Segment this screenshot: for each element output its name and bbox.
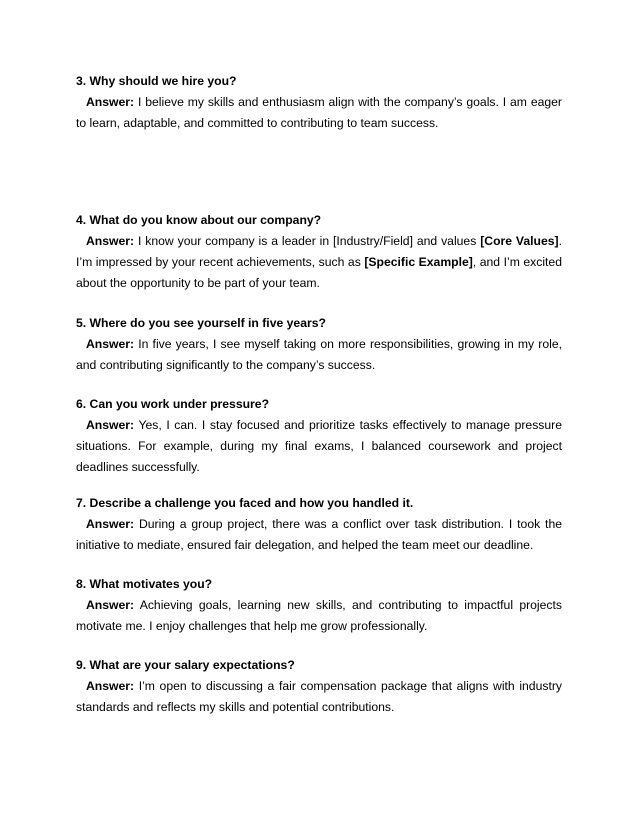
qa-block-motivation — [76, 574, 562, 637]
answer-paragraph — [76, 92, 562, 134]
answer-text: During a group project, there was a conflict over task distribution. I took the initiative to mediate, ensured fair delegation, and helped the team meet our deadline. — [76, 517, 562, 552]
answer-paragraph — [76, 595, 562, 637]
answer-paragraph — [76, 231, 562, 294]
answer-label: Answer: — [86, 598, 135, 612]
qa-block-challenge — [76, 493, 562, 556]
qa-block-pressure — [76, 394, 562, 478]
qa-block-hire — [76, 71, 562, 134]
question-heading: 4. What do you know about our company? — [76, 213, 322, 227]
answer-label: Answer: — [86, 679, 135, 693]
answer-label: Answer: — [86, 517, 135, 531]
answer-text: I believe my skills and enthusiasm align with the company’s goals. I am eager to learn, adaptable, and committed to contributing to team success. — [76, 95, 562, 130]
question-heading: 9. What are your salary expectations? — [76, 658, 295, 672]
answer-label: Answer: — [86, 95, 135, 109]
question-heading: 8. What motivates you? — [76, 577, 213, 591]
placeholder-specific-example: [Specific Example] — [364, 255, 473, 269]
answer-paragraph — [76, 676, 562, 718]
qa-block-salary — [76, 655, 562, 718]
placeholder-core-values: [Core Values] — [480, 234, 559, 248]
answer-text: Achieving goals, learning new skills, and contributing to impactful projects motivate me. I enjoy challenges that help me grow professionally. — [76, 598, 562, 633]
qa-block-five-years — [76, 313, 562, 376]
question-heading: 6. Can you work under pressure? — [76, 397, 270, 411]
qa-block-company — [76, 210, 562, 294]
answer-paragraph — [76, 334, 562, 376]
question-heading: 3. Why should we hire you? — [76, 74, 237, 88]
question-heading: 5. Where do you see yourself in five years? — [76, 316, 326, 330]
answer-text: . I’m impressed by your recent achievements, such as — [76, 234, 562, 269]
answer-label: Answer: — [86, 234, 135, 248]
answer-label: Answer: — [86, 418, 135, 432]
answer-paragraph — [76, 514, 562, 556]
answer-text: I’m open to discussing a fair compensation package that aligns with industry standards and reflects my skills and potential contributions. — [76, 679, 562, 714]
question-heading: 7. Describe a challenge you faced and how you handled it. — [76, 496, 414, 510]
answer-text: Yes, I can. I stay focused and prioritize tasks effectively to manage pressure situations. For example, during my final exams, I balanced coursework and project deadlines successfully. — [76, 418, 562, 474]
answer-paragraph — [76, 415, 562, 478]
answer-label: Answer: — [86, 337, 135, 351]
answer-text: , and I’m excited about the opportunity to be part of your team. — [76, 255, 562, 290]
answer-text: In five years, I see myself taking on more responsibilities, growing in my role, and contributing significantly to the company’s success. — [76, 337, 562, 372]
answer-text: I know your company is a leader in [Industry/Field] and values — [137, 234, 481, 248]
